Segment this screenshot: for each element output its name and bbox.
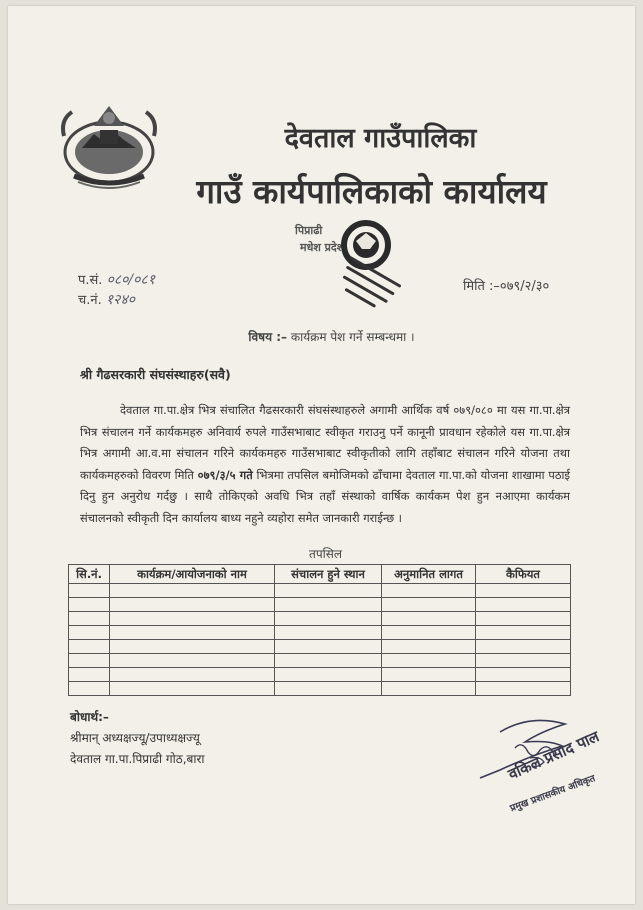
address-line-2: मधेश प्रदेश bbox=[300, 241, 345, 254]
table-row bbox=[69, 668, 571, 682]
cc-heading: बोधार्थ:– bbox=[70, 710, 109, 724]
table-cell bbox=[275, 626, 382, 640]
table-row bbox=[69, 612, 571, 626]
table-cell bbox=[69, 668, 110, 682]
subject-text: कार्यक्रम पेश गर्ने सम्बन्धमा । bbox=[290, 330, 415, 344]
office-stamp bbox=[330, 215, 405, 320]
table-cell bbox=[476, 682, 571, 696]
table-cell bbox=[476, 598, 571, 612]
body-text-part-2: भित्रमा तपसिल बमोजिमको ढाँचामा देवताल गा.पा.को योजना शाखामा पठाई दिनु हुन अनुरोध गर्दछु । साथै तोकिएको अवधि भित्र तहाँ संस्थाको वार्षिक कार्यकम पेश हुन नआएमा कार्यकम संचालनको स्वीकृती दिन कार्यालय बाध्य नहुने व्यहोरा समेत जानकारी गराईन्छ । bbox=[80, 467, 570, 525]
table-cell bbox=[110, 654, 275, 668]
table-row bbox=[69, 640, 571, 654]
subject-line bbox=[0, 328, 643, 345]
table-cell bbox=[382, 654, 476, 668]
table-cell bbox=[382, 626, 476, 640]
table-cell bbox=[382, 612, 476, 626]
recipient: श्री गैढसरकारी संघसंस्थाहरु(सवै) bbox=[80, 367, 231, 382]
table-cell bbox=[275, 682, 382, 696]
cn-label: च.नं. bbox=[78, 293, 102, 308]
table-body bbox=[69, 584, 571, 696]
table-cell bbox=[110, 598, 275, 612]
table-cell bbox=[110, 612, 275, 626]
table-cell bbox=[69, 640, 110, 654]
table-cell bbox=[275, 668, 382, 682]
table-cell bbox=[275, 640, 382, 654]
cc-line-2: देवताल गा.पा.पिप्राढी गोठ,बारा bbox=[70, 752, 205, 766]
table-cell bbox=[110, 584, 275, 598]
table-cell bbox=[275, 612, 382, 626]
table-row bbox=[69, 584, 571, 598]
col-header-program-name: कार्यक्रम/आयोजनाको नाम bbox=[110, 565, 275, 584]
table-cell bbox=[382, 668, 476, 682]
table-cell bbox=[275, 584, 382, 598]
table-cell bbox=[476, 584, 571, 598]
deadline-date: ०७९/३/५ गते bbox=[197, 467, 253, 482]
table-cell bbox=[476, 668, 571, 682]
cc-line-1: श्रीमान् अध्यक्षज्यू/उपाध्यक्षज्यू bbox=[70, 731, 200, 745]
signatory-title: प्रमुख प्रशासकीय अधिकृत bbox=[508, 773, 597, 815]
body-text-part-1: देवताल गा.पा.क्षेत्र भित्र संचालित गैढसरकारी संघसंस्थाहरुले अगामी आर्थिक वर्ष ०७९/०८० मा यस गा.पा.क्षेत्र भित्र संचालन गर्ने कार्यकमहरु अनिवार्य रुपले गाउँसभाबाट स्वीकृत गराउनु पर्ने कानूनी प्रावधान रहेकोले यस गा.पा.क्षेत्र भित्र अगामी आ.व.मा संचालन गरिने कार्यकमहरु गाउँसभाबाट स्वीकृतीको लागि तहाँबाट संचालन गरिने योजना तथा कार्यकमहरुको विवरण मिति bbox=[80, 403, 570, 482]
table-cell bbox=[69, 612, 110, 626]
ps-value: ०८०/०८१ bbox=[106, 272, 155, 288]
table-header-row bbox=[69, 565, 571, 584]
office-title: गाउँ कार्यपालिकाको कार्यालय bbox=[196, 172, 547, 211]
table-cell bbox=[382, 584, 476, 598]
col-header-serial: सि.नं. bbox=[69, 565, 110, 584]
dispatch-number bbox=[78, 290, 135, 309]
table-cell bbox=[476, 612, 571, 626]
table-cell bbox=[382, 640, 476, 654]
table-cell bbox=[69, 584, 110, 598]
table-cell bbox=[382, 598, 476, 612]
col-header-location: संचालन हुने स्थान bbox=[275, 565, 382, 584]
table-title: तपसिल bbox=[308, 547, 342, 561]
table-cell bbox=[110, 626, 275, 640]
table-cell bbox=[110, 640, 275, 654]
table-row bbox=[69, 626, 571, 640]
table-row bbox=[69, 682, 571, 696]
table-cell bbox=[476, 654, 571, 668]
letter-date: मिति :–०७९/२/३० bbox=[463, 279, 550, 294]
table-cell bbox=[69, 598, 110, 612]
table-cell bbox=[275, 654, 382, 668]
table-cell bbox=[69, 626, 110, 640]
subject-label: विषय :– bbox=[248, 330, 288, 344]
table-row bbox=[69, 598, 571, 612]
program-details-table bbox=[68, 564, 571, 696]
table-cell bbox=[275, 598, 382, 612]
municipality-title: देवताल गाउँपालिका bbox=[284, 123, 477, 154]
table-row bbox=[69, 654, 571, 668]
table-cell bbox=[110, 668, 275, 682]
signatory-name: वकिल प्रसाद पाल bbox=[505, 727, 602, 784]
ps-label: प.सं. bbox=[78, 273, 103, 288]
table-cell bbox=[382, 682, 476, 696]
body-paragraph bbox=[80, 400, 570, 529]
cn-value: १२४० bbox=[105, 292, 136, 308]
table-cell bbox=[110, 682, 275, 696]
col-header-estimated-cost: अनुमानित लागत bbox=[382, 565, 476, 584]
reference-number bbox=[78, 270, 155, 289]
table-cell bbox=[476, 626, 571, 640]
col-header-remarks: कैफियत bbox=[476, 565, 571, 584]
table-cell bbox=[69, 654, 110, 668]
table-cell bbox=[476, 640, 571, 654]
table-cell bbox=[69, 682, 110, 696]
address-line-1: पिप्राढी bbox=[295, 224, 323, 237]
